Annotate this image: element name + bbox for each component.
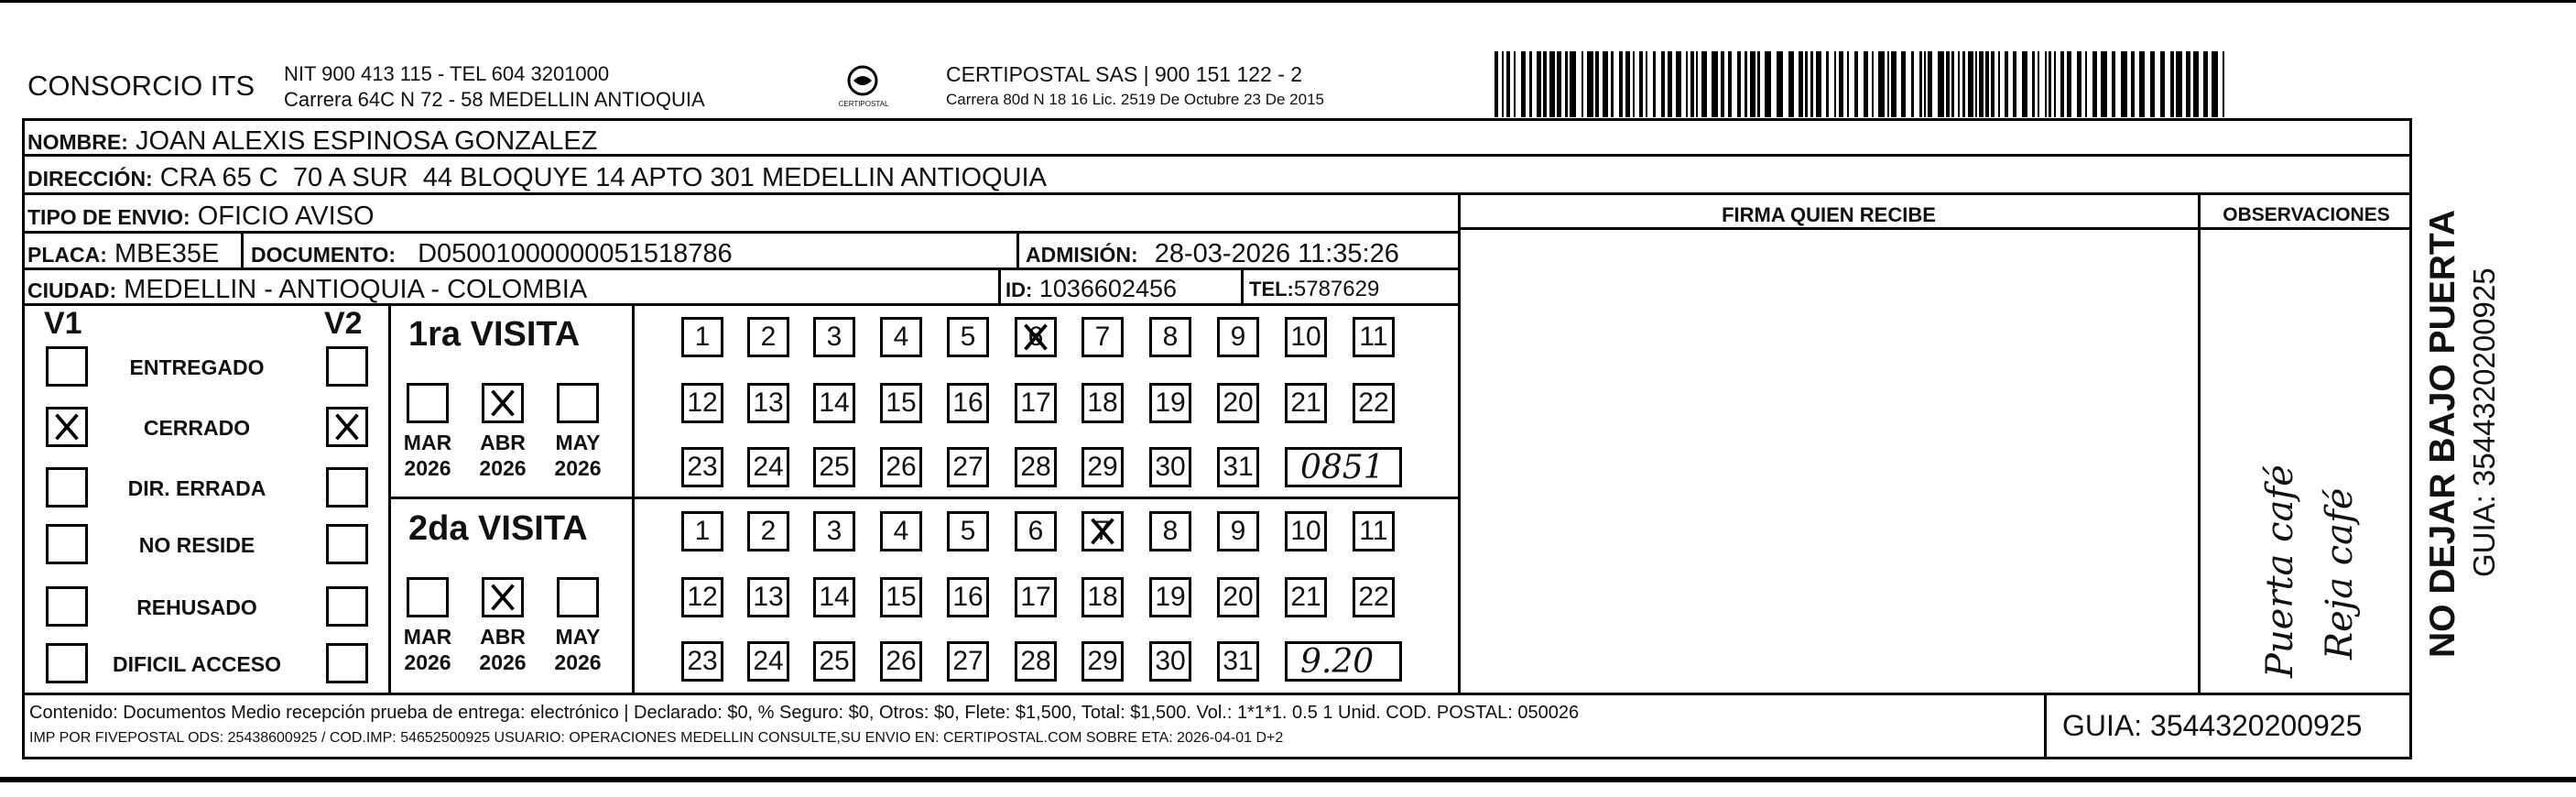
day-box[interactable]: 31: [1217, 447, 1259, 487]
status-label: DIR. ERRADA: [127, 476, 266, 500]
year-label: 2026: [479, 456, 527, 480]
barcode-bar: [1668, 51, 1672, 117]
day-box[interactable]: 19: [1149, 577, 1191, 617]
status-label: DIFICIL ACCESO: [112, 652, 281, 676]
day-box[interactable]: 18: [1081, 383, 1124, 423]
barcode-bar: [1938, 51, 1944, 117]
barcode-bar: [1696, 51, 1698, 117]
barcode-bar: [1826, 51, 1829, 117]
type-row: [27, 203, 375, 230]
barcode-bar: [1587, 51, 1593, 117]
city-label: CIUDAD:: [27, 278, 117, 302]
barcode-bar: [2121, 51, 2127, 117]
barcode-bar: [2139, 51, 2145, 117]
day-box[interactable]: 15: [880, 577, 922, 617]
barcode-bar: [1991, 51, 1994, 117]
status-v2-checkbox[interactable]: [326, 346, 368, 387]
day-box[interactable]: 4: [880, 511, 922, 551]
barcode-bar: [2054, 51, 2056, 117]
day-box[interactable]: 8: [1149, 511, 1191, 551]
plate-value: MBE35E: [114, 239, 220, 268]
barcode-bar: [2150, 51, 2155, 117]
barcode-bar: [1962, 51, 1965, 117]
row-line-3: [22, 231, 1460, 234]
admission-value: 28-03-2026 11:35:26: [1154, 239, 1399, 268]
barcode-bar: [1661, 51, 1665, 117]
id-value: 1036602456: [1038, 275, 1178, 302]
day-box[interactable]: 9: [1217, 317, 1259, 357]
day-box[interactable]: 3: [813, 511, 855, 551]
barcode-bar: [1581, 51, 1583, 117]
name-row: [27, 128, 597, 155]
name-value: JOAN ALEXIS ESPINOSA GONZALEZ: [135, 126, 598, 156]
barcode-bar: [1975, 51, 1977, 117]
day-box[interactable]: 5: [947, 511, 989, 551]
barcode-bar: [1701, 51, 1707, 117]
barcode-bar: [1633, 51, 1635, 117]
barcode-bar: [1529, 51, 1532, 117]
day-box[interactable]: 31: [1217, 641, 1259, 682]
day-box[interactable]: 15: [880, 383, 922, 423]
barcode-bar: [1872, 51, 1874, 117]
barcode-bar: [1810, 51, 1813, 117]
day-box[interactable]: 4: [880, 317, 922, 357]
month-label: MAR: [403, 431, 452, 454]
barcode-bar: [1565, 51, 1568, 117]
tel-label: TEL:: [1249, 278, 1294, 300]
barcode-bar: [1854, 51, 1858, 117]
month-label: MAY: [555, 431, 601, 454]
month-label: MAY: [555, 625, 601, 649]
day-box[interactable]: 12: [681, 577, 723, 617]
courier-line-2: Carrera 80d N 18 16 Lic. 2519 De Octubre 23 De 2015: [946, 91, 1324, 108]
barcode-bar: [1788, 51, 1794, 117]
barcode-bar: [2032, 51, 2035, 117]
status-v1-checkbox[interactable]: [46, 643, 88, 683]
visit-time-box: [1285, 447, 1402, 487]
barcode-bar: [1557, 51, 1561, 117]
barcode-bar: [2160, 51, 2165, 117]
barcode-bar: [2013, 51, 2016, 117]
status-v1-checkbox[interactable]: [46, 586, 88, 627]
v2-label: V2: [324, 306, 363, 341]
day-box[interactable]: 6: [1015, 511, 1057, 551]
barcode-graphic: [1495, 51, 2227, 117]
barcode-bar: [2060, 51, 2064, 117]
day-box[interactable]: 2: [747, 511, 789, 551]
day-box[interactable]: 22: [1353, 383, 1395, 423]
barcode-bar: [1712, 51, 1718, 117]
day-box[interactable]: 7: [1081, 317, 1124, 357]
barcode-bar: [1928, 51, 1932, 117]
barcode-bar: [1653, 51, 1656, 117]
day-box[interactable]: 17: [1015, 577, 1057, 617]
barcode-bar: [2186, 51, 2190, 117]
address-label: DIRECCIÓN:: [27, 167, 153, 191]
barcode-bar: [2092, 51, 2097, 117]
guia-box-divider: [2044, 693, 2047, 759]
courier-line-1: CERTIPOSTAL SAS | 900 151 122 - 2: [946, 62, 1303, 86]
barcode-bar: [1603, 51, 1608, 117]
barcode-bar: [2193, 51, 2199, 117]
month-label: MAR: [403, 625, 452, 649]
day-box[interactable]: 21: [1285, 383, 1327, 423]
barcode-bar: [1816, 51, 1821, 117]
barcode-bar: [2077, 51, 2081, 117]
row-line-3b: [1460, 227, 2412, 230]
month-label: ABR: [480, 625, 526, 649]
barcode-bar: [1979, 51, 1984, 117]
signature-divider: [1458, 192, 1461, 694]
barcode-bar: [1924, 51, 1926, 117]
barcode-bar: [2022, 51, 2027, 117]
visit-divider: [388, 497, 1460, 499]
check-x-mark: [484, 580, 521, 615]
barcode-bar: [1543, 51, 1547, 117]
barcode-bar: [1998, 51, 2000, 117]
status-v1-checkbox[interactable]: [46, 407, 88, 447]
day-box[interactable]: 3: [813, 317, 855, 357]
month-checkbox-mar[interactable]: [407, 383, 449, 423]
barcode-bar: [1619, 51, 1623, 117]
barcode-bar: [1721, 51, 1724, 117]
plate-row: [27, 241, 219, 267]
barcode-bar: [1911, 51, 1914, 117]
visit-time: 0851: [1300, 449, 1385, 486]
day-box[interactable]: 12: [681, 383, 723, 423]
day-box[interactable]: 19: [1149, 383, 1191, 423]
city-row: [27, 277, 587, 303]
barcode-bar: [1690, 51, 1694, 117]
year-label: 2026: [479, 650, 527, 674]
visit-time: 9.20: [1300, 643, 1375, 681]
check-x-mark: [49, 409, 85, 444]
observations-label: OBSERVACIONES: [2223, 204, 2390, 225]
v1-label: V1: [44, 306, 82, 341]
barcode-bar: [1919, 51, 1922, 117]
barcode-bar: [2085, 51, 2087, 117]
day-box[interactable]: 26: [880, 641, 922, 682]
barcode-bar: [2101, 51, 2107, 117]
day-box[interactable]: 17: [1015, 383, 1057, 423]
status-label: CERRADO: [143, 416, 251, 440]
plate-label: PLACA:: [27, 243, 107, 267]
barcode-bar: [2131, 51, 2135, 117]
barcode-bar: [1639, 51, 1643, 117]
id-row: [1005, 277, 1177, 301]
barcode-bar: [1805, 51, 1808, 117]
day-box[interactable]: 10: [1285, 511, 1327, 551]
row-line-2: [22, 192, 2412, 195]
day-box[interactable]: 24: [747, 641, 789, 682]
barcode-bar: [1611, 51, 1614, 117]
document-row: [251, 241, 733, 267]
status-v1-checkbox[interactable]: [46, 467, 88, 508]
barcode-bar: [1625, 51, 1630, 117]
day-box[interactable]: 13: [747, 577, 789, 617]
day-box[interactable]: 22: [1353, 577, 1395, 617]
barcode-bar: [1951, 51, 1954, 117]
barcode-bar: [1646, 51, 1647, 117]
day-box[interactable]: 28: [1015, 447, 1057, 487]
barcode-bar: [2212, 51, 2218, 117]
day-box[interactable]: 14: [813, 577, 855, 617]
footer-contents: Contenido: Documentos Medio recepción prueba de entrega: electrónico | Declarado: $0, % Seguro: $0, Otros: $0, Flete: $1,500, Total: $1,500. Vol.: 1*1*1. 0.5 1 Unid. COD. POSTAL: 050026: [29, 703, 1580, 723]
status-v2-checkbox[interactable]: [326, 467, 368, 508]
type-label: TIPO DE ENVIO:: [27, 205, 190, 229]
company-name: CONSORCIO ITS: [27, 70, 255, 102]
tel-row: [1249, 278, 1379, 300]
tel-value: 5787629: [1293, 277, 1380, 301]
barcode-bar: [1777, 51, 1783, 117]
barcode-bar: [1946, 51, 1950, 117]
barcode-bar: [1595, 51, 1599, 117]
day-box[interactable]: 27: [947, 447, 989, 487]
barcode-bar: [1506, 51, 1510, 117]
month-checkbox-mar[interactable]: [407, 577, 449, 617]
barcode-bar: [1864, 51, 1868, 117]
day-box[interactable]: 9: [1217, 511, 1259, 551]
barcode-bar: [1799, 51, 1803, 117]
document-label: DOCUMENTO:: [251, 243, 397, 267]
company-line-1: NIT 900 413 115 - TEL 604 3201000: [284, 62, 610, 85]
bottom-border: [0, 777, 2576, 782]
plate-divider: [241, 231, 244, 267]
side-warning: NO DEJAR BAJO PUERTA: [2423, 209, 2462, 658]
barcode-bar: [1521, 51, 1526, 117]
observations-divider: [2198, 192, 2201, 694]
day-box[interactable]: 20: [1217, 577, 1259, 617]
day-box[interactable]: 23: [681, 447, 723, 487]
day-box[interactable]: 11: [1353, 511, 1395, 551]
signature-label: FIRMA QUIEN RECIBE: [1722, 203, 1936, 226]
admission-label: ADMISIÓN:: [1026, 243, 1138, 267]
barcode-bar: [1750, 51, 1755, 117]
year-label: 2026: [404, 456, 451, 480]
day-box[interactable]: 30: [1149, 641, 1191, 682]
day-box[interactable]: 1: [681, 511, 723, 551]
name-label: NOMBRE:: [27, 130, 128, 154]
day-box[interactable]: 1: [681, 317, 723, 357]
barcode-bar: [2067, 51, 2071, 117]
check-x-mark: [484, 386, 521, 420]
day-box[interactable]: 13: [747, 383, 789, 423]
status-v2-checkbox[interactable]: [326, 524, 368, 564]
day-box[interactable]: 16: [947, 383, 989, 423]
day-box[interactable]: 14: [813, 383, 855, 423]
day-box[interactable]: 16: [947, 577, 989, 617]
day-box[interactable]: 25: [813, 641, 855, 682]
barcode-bar: [1502, 51, 1504, 117]
certipostal-logo: [835, 62, 890, 112]
side-guia: GUIA: 3544320200925: [2467, 267, 2501, 577]
status-v2-checkbox[interactable]: [326, 407, 368, 447]
barcode-bar: [1745, 51, 1747, 117]
barcode-bar: [2045, 51, 2047, 117]
day-box[interactable]: 21: [1285, 577, 1327, 617]
id-label: ID:: [1005, 278, 1033, 301]
observation-note-2: Reja café: [2319, 487, 2361, 660]
month-checkbox-may[interactable]: [557, 577, 599, 617]
day-box[interactable]: 5: [947, 317, 989, 357]
company-line-2: Carrera 64C N 72 - 58 MEDELLIN ANTIOQUIA: [284, 88, 705, 111]
tel-divider: [1241, 267, 1244, 304]
barcode-bar: [2170, 51, 2174, 117]
barcode-bar: [1757, 51, 1760, 117]
second-visit-title: 2da VISITA: [408, 509, 588, 548]
barcode-bar: [2176, 51, 2182, 117]
check-x-mark: [329, 409, 365, 444]
month-label: ABR: [480, 431, 526, 454]
day-box[interactable]: 24: [747, 447, 789, 487]
day-box[interactable]: 7: [1081, 511, 1124, 551]
year-label: 2026: [554, 456, 602, 480]
check-x-mark: [1017, 320, 1054, 355]
status-v2-checkbox[interactable]: [326, 643, 368, 683]
day-box[interactable]: 10: [1285, 317, 1327, 357]
footer-guia: GUIA: 3544320200925: [2062, 709, 2363, 742]
admission-divider: [1016, 231, 1019, 267]
footer-imp: IMP POR FIVEPOSTAL ODS: 25438600925 / COD.IMP: 54652500925 USUARIO: OPERACIONES MEDELLIN CONSULTE,SU ENVIO EN: CERTIPOSTAL.COM SOBRE ETA: 2026-04-01 D+2: [29, 730, 1284, 746]
month-checkbox-abr[interactable]: [482, 577, 524, 617]
day-box[interactable]: 30: [1149, 447, 1191, 487]
day-box[interactable]: 2: [747, 317, 789, 357]
barcode-bar: [1514, 51, 1516, 117]
barcode-bar: [2112, 51, 2115, 117]
barcode-bar: [1537, 51, 1541, 117]
barcode-bar: [1887, 51, 1889, 117]
barcode-bar: [2038, 51, 2039, 117]
barcode-bar: [2223, 51, 2224, 117]
admission-row: [1026, 241, 1399, 267]
day-box[interactable]: 8: [1149, 317, 1191, 357]
check-x-mark: [1084, 514, 1121, 549]
document-value: D05001000000051518786: [418, 239, 733, 268]
visit-time-box: [1285, 641, 1402, 682]
address-row: [27, 165, 1047, 191]
status-label: ENTREGADO: [129, 355, 265, 379]
barcode-bar: [1985, 51, 1989, 117]
barcode-bar: [1549, 51, 1555, 117]
year-label: 2026: [554, 650, 602, 674]
address-value: CRA 65 C 70 A SUR 44 BLOQUYE 14 APTO 301 MEDELLIN ANTIOQUIA: [159, 163, 1047, 192]
first-visit-title: 1ra VISITA: [408, 315, 581, 354]
status-v2-checkbox[interactable]: [326, 586, 368, 627]
status-v1-checkbox[interactable]: [46, 346, 88, 387]
footer-line: [22, 693, 2412, 695]
day-box[interactable]: 29: [1081, 447, 1124, 487]
barcode-bar: [1847, 51, 1849, 117]
id-divider: [998, 267, 1001, 304]
barcode-bar: [1728, 51, 1732, 117]
day-box[interactable]: 26: [880, 447, 922, 487]
year-label: 2026: [404, 650, 451, 674]
day-box[interactable]: 11: [1353, 317, 1395, 357]
barcode-bar: [1891, 51, 1897, 117]
day-box[interactable]: 20: [1217, 383, 1259, 423]
barcode-bar: [2203, 51, 2208, 117]
barcode-bar: [1901, 51, 1906, 117]
status-label: REHUSADO: [136, 595, 257, 619]
day-box[interactable]: 25: [813, 447, 855, 487]
barcode-bar: [1878, 51, 1885, 117]
day-box[interactable]: 27: [947, 641, 989, 682]
day-box[interactable]: 23: [681, 641, 723, 682]
observation-note-1: Puerta café: [2259, 464, 2301, 678]
day-box[interactable]: 28: [1015, 641, 1057, 682]
barcode-bar: [1958, 51, 1960, 117]
barcode-bar: [1968, 51, 1973, 117]
month-checkbox-may[interactable]: [557, 383, 599, 423]
barcode-bar: [1495, 51, 1498, 117]
barcode: [1495, 51, 2227, 117]
barcode-bar: [1737, 51, 1741, 117]
barcode-bar: [2005, 51, 2008, 117]
barcode-bar: [1765, 51, 1771, 117]
city-value: MEDELLIN - ANTIOQUIA - COLOMBIA: [124, 275, 588, 304]
status-v1-checkbox[interactable]: [46, 524, 88, 564]
type-value: OFICIO AVISO: [197, 202, 375, 231]
barcode-bar: [1834, 51, 1836, 117]
day-box[interactable]: 18: [1081, 577, 1124, 617]
barcode-bar: [1676, 51, 1681, 117]
barcode-bar: [1839, 51, 1843, 117]
barcode-bar: [1570, 51, 1576, 117]
day-box[interactable]: 29: [1081, 641, 1124, 682]
logo-text: CERTIPOSTAL: [838, 100, 889, 108]
day-box[interactable]: 6: [1015, 317, 1057, 357]
status-label: NO RESIDE: [138, 533, 255, 557]
barcode-bar: [2049, 51, 2051, 117]
barcode-bar: [1686, 51, 1688, 117]
month-checkbox-abr[interactable]: [482, 383, 524, 423]
top-border: [0, 0, 2576, 3]
